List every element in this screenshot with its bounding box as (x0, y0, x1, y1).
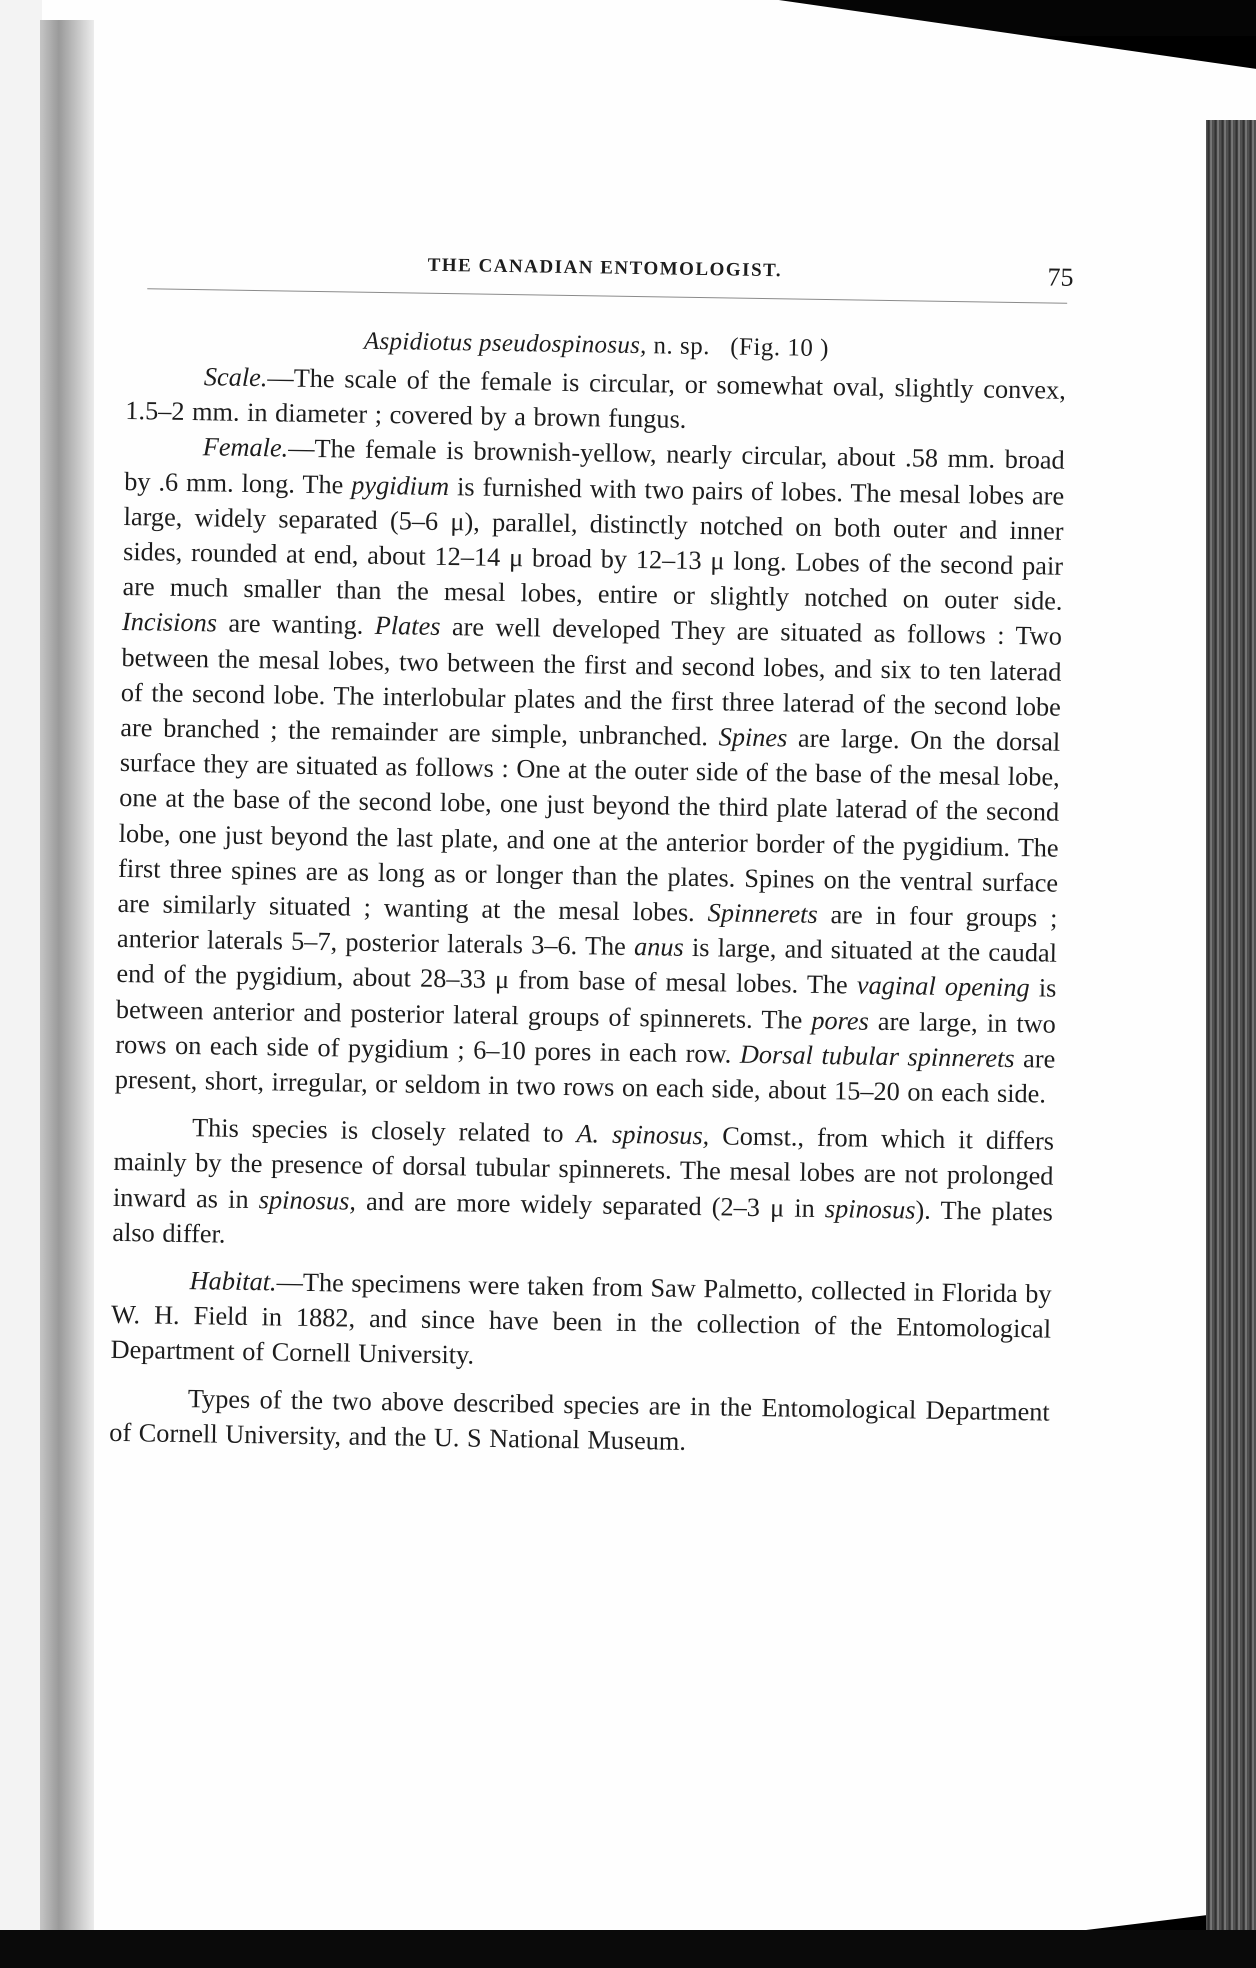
female-text-1: —The female is brownish-yellow, nearly circular, about .58 mm. broad by .6 mm. long. The (124, 433, 1065, 500)
term-vaginal-opening: vaginal opening (856, 970, 1030, 1003)
species-name: Aspidiotus pseudospinosus, (363, 327, 647, 360)
term-spines: Spines (718, 722, 788, 753)
binding-gutter-shadow (40, 20, 94, 1950)
scan-bottom-border (0, 1930, 1256, 1968)
habitat-text: —The specimens were taken from Saw Palmetto, collected in Florida by W. H. Field in 1882, and since have been in the collection of the Entomological Department of Cornell University. (110, 1267, 1052, 1371)
species-status: n. sp. (646, 332, 711, 361)
female-text-9: are large, in two rows on each side of pygidium ; 6–10 pores in each row. (115, 1006, 1057, 1069)
term-spinosus-2: spinosus (824, 1193, 916, 1225)
female-text-5: are large. On the dorsal surface they are situated as follows : One at the outer side of the base of the mesal lobe, one at the base of the second lobe, one just beyond the third plate laterad of the second lobe, one just beyond the last plate, and one at the anterior border of the pygidium. The first three spines are as long as or longer than the plates. Spines on the ventral surface are similarly situated ; wanting at the mesal lobes. (117, 723, 1061, 928)
relation-text-2: Comst., from which it differs mainly by the presence of dorsal tubular spinnerets. The mesal lobes are not prolonged inward as in (112, 1121, 1055, 1214)
left-margin (0, 0, 42, 1968)
term-pygidium: pygidium (351, 470, 450, 501)
types-paragraph (109, 1380, 1050, 1465)
female-text-8: is between anterior and posterior lateral groups of spinnerets. The (115, 973, 1057, 1035)
term-spinosus-1: spinosus, (258, 1184, 357, 1216)
female-text-10: are present, short, irregular, or seldom in two rows on each side, about 15–20 on each side. (114, 1043, 1056, 1109)
relation-text-3: and are more widely separated (2–3 μ in (355, 1186, 826, 1223)
scale-text: —The scale of the female is circular, or somewhat oval, slightly convex, 1.5–2 mm. in diameter ; covered by a brown fungus. (125, 363, 1067, 434)
term-spinnerets: Spinnerets (707, 898, 818, 929)
term-dorsal-tubular-spinnerets: Dorsal tubular spinnerets (739, 1039, 1015, 1073)
journal-title: THE CANADIAN ENTOMOLOGIST. (427, 254, 783, 282)
female-text-2: is furnished with two pairs of lobes. The mesal lobes are large, widely separated (5–6 μ), parallel, distinctly notched on both outer and inner sides, rounded at end, about 12–14 μ broad by 12–13 μ long. Lobes of the second pair are much smaller than the mesal lobes, entire or slightly notched on outer side. (122, 471, 1065, 616)
relation-paragraph (112, 1109, 1054, 1265)
term-incisions: Incisions (121, 607, 218, 638)
habitat-label: Habitat. (189, 1266, 277, 1297)
term-a-spinosus: A. spinosus, (576, 1119, 710, 1151)
page-content (109, 242, 1074, 1465)
relation-text-4: ). The plates also differ. (112, 1195, 1054, 1249)
female-label: Female. (202, 432, 289, 463)
types-text: Types of the two above described species are in the Entomological Department of Cornell University, and the U. S National Museum. (109, 1383, 1050, 1456)
scale-label: Scale. (203, 362, 268, 393)
header-rule (147, 288, 1067, 303)
term-plates: Plates (374, 611, 441, 642)
page-edge-stack (1206, 120, 1256, 1968)
term-anus: anus (633, 932, 684, 963)
relation-text-1: This species is closely related to (191, 1113, 577, 1149)
figure-reference: (Fig. 10 ) (729, 333, 830, 363)
female-text-6: are in four groups ; anterior laterals 5–7, posterior laterals 3–6. The (116, 899, 1058, 962)
female-paragraph (115, 428, 1065, 1112)
female-text-3: are wanting. (216, 608, 375, 641)
page-number: 75 (1047, 262, 1074, 292)
habitat-paragraph (110, 1262, 1052, 1382)
female-text-4: are well developed They are situated as follows : Two between the mesal lobes, two between the first and second lobes, and six to ten laterad of the second lobe. The interlobular plates and the first three laterad of the second lobe are branched ; the remainder are simple, unbranched. (120, 612, 1063, 752)
female-text-7: is large, and situated at the caudal end of the pygidium, about 28–33 μ from base of mesal lobes. The (116, 933, 1058, 1000)
term-pores: pores (811, 1005, 870, 1036)
